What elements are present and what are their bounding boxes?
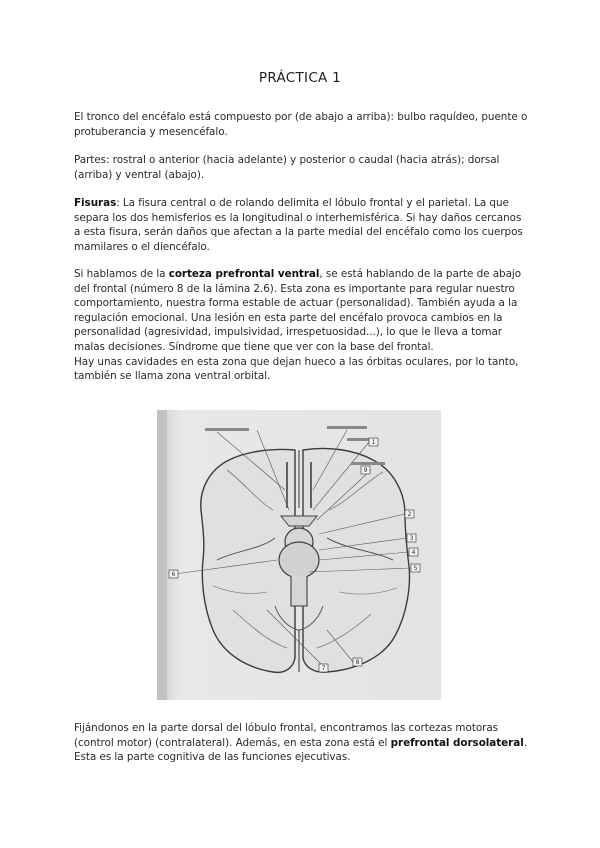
pons: [279, 542, 319, 578]
paragraph-parts: [74, 153, 530, 182]
label-text-stroke: [205, 428, 249, 431]
medulla: [291, 576, 307, 606]
paragraph-ventral-prefrontal: [74, 267, 530, 384]
fissures-term: Fisuras: [74, 197, 117, 209]
page-binding-shadow: [157, 410, 167, 700]
paragraph-brainstem-text: El tronco del encéfalo está compuesto por (de abajo a arriba): bulbo raquídeo, puente o protuberancia y mesencéfalo.: [74, 111, 528, 138]
brain-ventral-view-figure: [157, 410, 441, 700]
dorsolateral-prefrontal-term: prefrontal dorsolateral: [390, 736, 524, 749]
label-number: 4: [411, 549, 416, 556]
page-title: PRÁCTICA 1: [258, 70, 342, 86]
paragraph-brainstem: [74, 110, 530, 139]
label-number: 7: [321, 665, 326, 672]
label-text-stroke: [351, 462, 385, 465]
paragraph-fissures: [74, 196, 530, 254]
paragraph-dorsal-frontal: [74, 721, 530, 765]
paragraph-ventral-prefrontal-intro: Si hablamos de la: [74, 268, 169, 280]
paragraph-fissures-text: : La fisura central o de rolando delimita el lóbulo frontal y el parietal. La que separa los dos hemisferios es la longitudinal o interhemisférica. Si hay daños cercanos a esta fisura, serán daños que afectan a la parte medial del encéfalo como los cuerpos mamilares o el diencéfalo.: [74, 197, 523, 253]
paragraph-dorsal-frontal-intro: Fijándonos en la parte dorsal del lóbulo frontal, encontramos las cortezas motoras (control motor) (contralateral). Además, en esta zona está el: [74, 722, 499, 749]
label-text-stroke: [327, 426, 367, 429]
ventral-prefrontal-term: corteza prefrontal ventral: [168, 268, 320, 280]
paragraph-orbital-text: Hay unas cavidades en esta zona que dejan hueco a las órbitas oculares, por lo tanto, también se llama zona ventral orbital.: [74, 355, 519, 383]
label-number: 3: [409, 535, 414, 542]
label-number: 9: [363, 467, 368, 474]
label-number: 8: [355, 659, 360, 666]
label-number: 2: [407, 511, 412, 518]
paragraph-dorsal-frontal-text: . Esta es la parte cognitiva de las funciones ejecutivas.: [74, 736, 527, 764]
paragraph-parts-text: Partes: rostral o anterior (hacia adelante) y posterior o caudal (hacia atrás); dorsal (arriba) y ventral (abajo).: [74, 154, 500, 181]
label-number: 1: [371, 439, 376, 446]
paragraph-ventral-prefrontal-text: , se está hablando de la parte de abajo del frontal (número 8 de la lámina 2.6). Esta zona es importante para regular nuestro comportamiento, nuestra forma estable de actuar (personalidad). También ayuda a la regulación emocional. Una lesión en esta parte del encéfalo provoca cambios en la personalidad (agresividad, impulsividad, irrespetuosidad...), lo que le lleva a tomar malas decisiones. Síndrome que tiene que ver con la base del frontal.: [74, 268, 522, 353]
brain-ventral-drawing: [157, 410, 441, 700]
label-number: 5: [413, 565, 418, 572]
label-number: 6: [171, 571, 176, 578]
